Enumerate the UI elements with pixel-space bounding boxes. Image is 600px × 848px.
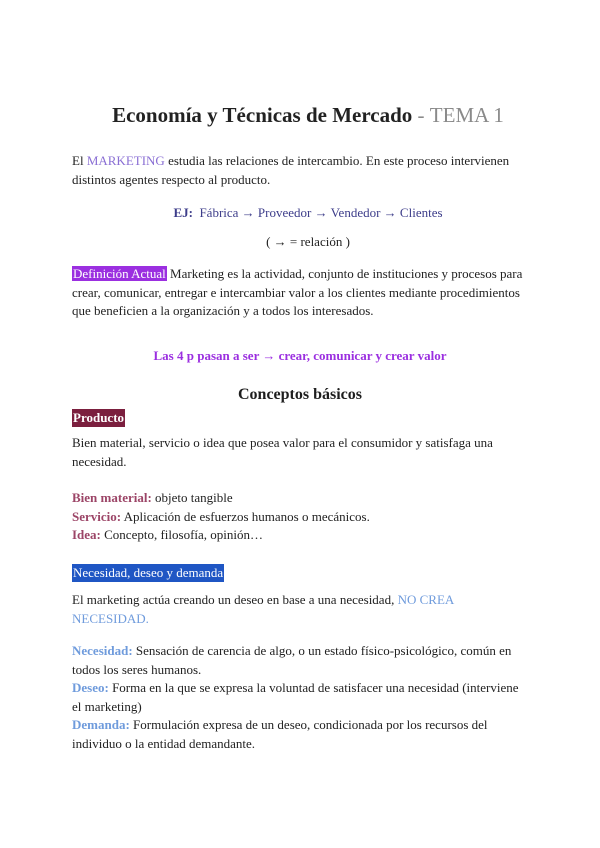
- example-line: [0, 205, 600, 221]
- item-label: Idea:: [72, 527, 101, 542]
- title-main: Economía y Técnicas de Mercado: [112, 103, 413, 127]
- necesidad-intro-text: El marketing actúa creando un deseo en base a una necesidad,: [72, 592, 395, 607]
- list-item: [72, 642, 528, 679]
- item-label: Bien material:: [72, 490, 152, 505]
- conceptos-heading: Conceptos básicos: [237, 386, 362, 403]
- list-item: [72, 526, 528, 545]
- intro-paragraph: [72, 152, 528, 189]
- title-tema: TEMA 1: [429, 103, 504, 127]
- producto-list: [72, 489, 528, 545]
- necesidad-list: [72, 642, 528, 753]
- item-label: Deseo:: [72, 680, 109, 695]
- item-text: objeto tangible: [155, 490, 233, 505]
- page-title: [0, 100, 600, 130]
- producto-tag: Producto: [73, 410, 125, 425]
- example-label: EJ:: [173, 205, 193, 220]
- producto-description: Bien material, servicio o idea que posea valor para el consumidor y satisfaga una necesidad.: [72, 435, 493, 469]
- definition-label: Definición Actual: [73, 266, 166, 281]
- item-text: Aplicación de esfuerzos humanos o mecánicos.: [123, 508, 370, 524]
- intro-post: estudia las relaciones de intercambio. En este proceso intervienen distintos agentes respecto al producto.: [72, 153, 510, 187]
- definition-paragraph: [72, 265, 528, 321]
- title-separator: -: [417, 103, 425, 127]
- definition-text: Marketing es la actividad, conjunto de instituciones y procesos para crear, comunicar, entregar e intercambiar valor a los clientes mediante procedimientos que beneficien a la organización y a todos los interesados.: [72, 266, 523, 318]
- item-text: Sensación de carencia de algo, o un estado físico-psicológico, común en todos los seres humanos.: [72, 643, 512, 677]
- intro-pre: El: [72, 153, 84, 168]
- necesidad-intro: [72, 591, 528, 628]
- no-crea-necesidad: NO CREA NECESIDAD.: [72, 592, 454, 626]
- example-chain: Fábrica → Proveedor → Vendedor → Clientes: [199, 205, 443, 220]
- marketing-keyword: MARKETING: [86, 153, 165, 168]
- list-item: [72, 716, 528, 753]
- item-label: Necesidad:: [72, 643, 133, 658]
- item-text: Concepto, filosofía, opinión…: [104, 527, 264, 542]
- list-item: [72, 679, 528, 716]
- relation-note: ( → = relación ): [266, 234, 350, 249]
- list-item: [72, 489, 528, 508]
- item-text: Formulación expresa de un deseo, condicionada por los recursos del individuo o la entidad demandante.: [72, 717, 488, 751]
- item-text: Forma en la que se expresa la voluntad de satisfacer una necesidad (interviene el marketing): [72, 680, 519, 714]
- item-label: Servicio:: [72, 508, 122, 524]
- four-p-statement: Las 4 p pasan a ser → crear, comunicar y crear valor: [153, 348, 447, 363]
- item-label: Demanda:: [72, 717, 130, 732]
- necesidad-tag: Necesidad, deseo y demanda: [73, 565, 224, 580]
- list-item: [72, 508, 528, 527]
